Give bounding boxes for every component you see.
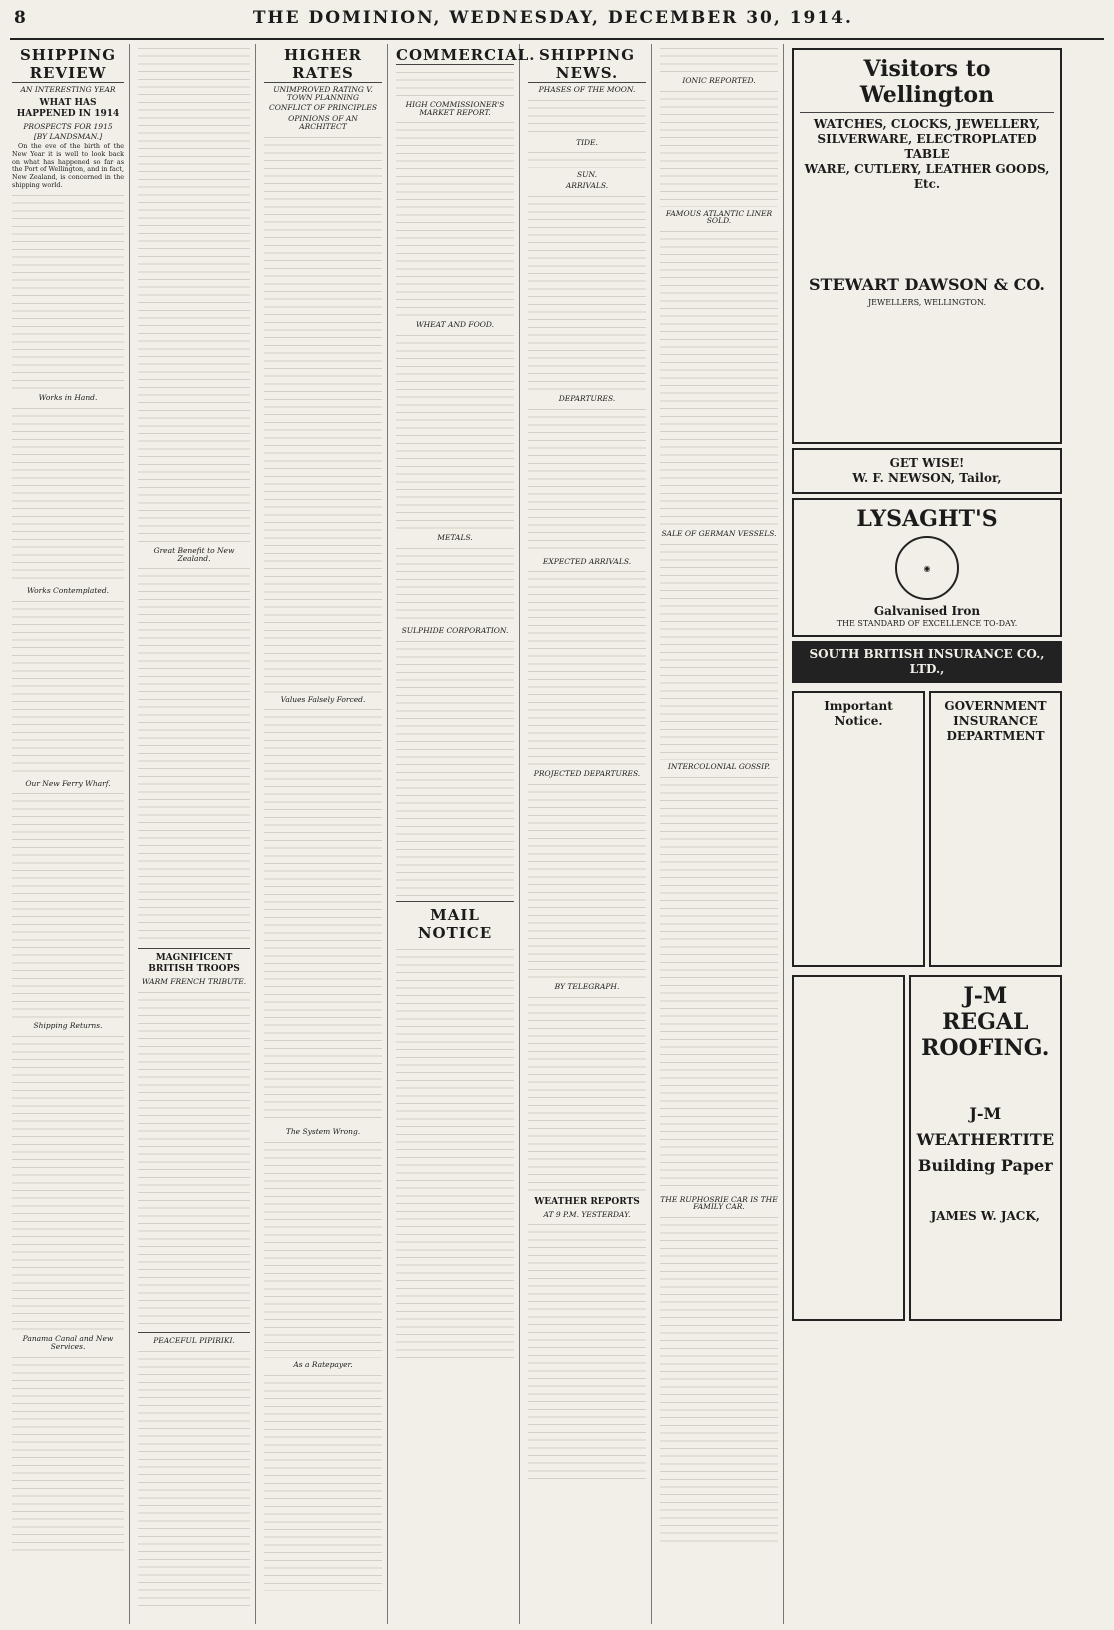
column-6: [658, 44, 784, 1624]
subhead: FAMOUS ATLANTIC LINER SOLD.: [665, 208, 773, 226]
article-body: [660, 540, 778, 760]
subhead: TIDE.: [576, 137, 598, 147]
advertisements: [790, 44, 1067, 1624]
subhead: UNIMPROVED RATING V. TOWN PLANNING: [273, 85, 373, 102]
subhead: IONIC REPORTED.: [682, 76, 756, 85]
column-commercial: [394, 44, 536, 1624]
ad-jm: [909, 975, 1062, 1321]
article-body: [12, 1353, 124, 1553]
subhead: WARM FRENCH TRIBUTE.: [141, 977, 247, 987]
article-body: [12, 191, 124, 391]
article-body: [138, 1347, 250, 1607]
ad-brand: JAMES W. JACK,: [930, 1209, 1040, 1223]
section-heading: Great Benefit to New Zealand.: [153, 546, 235, 563]
ad-brand: STEWART DAWSON & CO.: [809, 275, 1045, 294]
ad-title: GET WISE!: [889, 456, 965, 470]
article-body: [528, 567, 646, 767]
subhead: HIGH COMMISSIONER'S MARKET REPORT.: [405, 100, 505, 117]
section-heading: Works in Hand.: [38, 393, 98, 403]
ad-sub: JEWELLERS, WELLINGTON.: [867, 298, 987, 307]
subhead: SULPHIDE CORPORATION.: [401, 625, 509, 635]
subhead: AT 9 P.M. YESTERDAY.: [543, 1209, 631, 1219]
ad-lysaght: [792, 498, 1062, 637]
section-heading: Values Falsely Forced.: [280, 694, 366, 704]
article-body: [660, 773, 778, 1193]
article-body: [660, 44, 778, 74]
article-body: [528, 993, 646, 1193]
masthead: [10, 6, 1104, 40]
subhead: OPINIONS OF AN ARCHITECT: [288, 114, 358, 131]
article-body: [264, 133, 382, 693]
headline-mail-notice: MAIL NOTICE: [417, 905, 493, 942]
article-body: [138, 44, 250, 544]
article-body: [12, 404, 124, 584]
ad-brand: W. F. NEWSON, Tailor,: [852, 471, 1002, 485]
article-body: [12, 789, 124, 1019]
subhead: DEPARTURES.: [558, 393, 616, 403]
ad-brand: SOUTH BRITISH INSURANCE CO., LTD.,: [809, 647, 1045, 676]
subhead: PROJECTED DEPARTURES.: [533, 769, 641, 779]
subhead: WHAT HAS HAPPENED IN 1914: [16, 97, 120, 119]
subhead: BY TELEGRAPH.: [554, 981, 620, 991]
article-body: [138, 988, 250, 1328]
trademark-seal: ◉: [895, 536, 959, 600]
ad-brand: LYSAGHT'S: [856, 506, 998, 532]
headline-higher-rates: HIGHER RATES: [264, 46, 382, 83]
article-body: [138, 564, 250, 944]
article-body: [12, 597, 124, 777]
ad-title: Galvanised Iron: [873, 604, 981, 618]
subhead: EXPECTED ARRIVALS.: [542, 556, 632, 566]
subhead: SALE OF GERMAN VESSELS.: [661, 529, 777, 539]
article-body: [528, 96, 646, 136]
ad-insurance-co: [792, 641, 1062, 683]
ad-sub: THE STANDARD OF EXCELLENCE TO-DAY.: [836, 619, 1018, 628]
article-body: [528, 192, 646, 392]
article-body: [264, 1371, 382, 1591]
column-2: [136, 44, 256, 1624]
page-number: 8: [14, 8, 26, 28]
ad-title: J-M WEATHERTITE Building Paper: [916, 1104, 1055, 1175]
ad-title: J-M REGAL ROOFING.: [921, 983, 1050, 1061]
article-body: [396, 68, 514, 98]
section-heading: Our New Ferry Wharf.: [25, 778, 111, 788]
subhead: CONFLICT OF PRINCIPLES: [268, 103, 378, 113]
article-body: [264, 1138, 382, 1358]
headline: MAGNIFICENT BRITISH TROOPS: [148, 953, 240, 975]
ad-title: GOVERNMENT INSURANCE DEPARTMENT: [944, 699, 1047, 743]
article-body: [12, 1032, 124, 1332]
article-body: [396, 118, 514, 318]
subhead: INTERCOLONIAL GOSSIP.: [667, 761, 771, 771]
ad-govt-insurance: [929, 691, 1062, 967]
article-body: [660, 1213, 778, 1543]
column-higher-rates: [262, 44, 388, 1624]
headline: THE RUPHOSRIE CAR IS THE FAMILY CAR.: [660, 1194, 778, 1212]
subhead: PHASES OF THE MOON.: [538, 85, 636, 94]
subhead: PROSPECTS FOR 1915: [23, 121, 113, 131]
ad-newson: [792, 448, 1062, 494]
ad-kalamazoo: [792, 975, 905, 1321]
subhead: WHEAT AND FOOD.: [415, 320, 495, 330]
subhead: AN INTERESTING YEAR: [20, 85, 116, 94]
column-shipping-review: [10, 44, 130, 1624]
ad-title: Visitors to Wellington: [859, 56, 995, 108]
headline-weather: WEATHER REPORTS: [534, 1196, 640, 1207]
headline-commercial: COMMERCIAL.: [396, 46, 536, 64]
ad-important-notice: [792, 691, 925, 967]
ad-line: WARE, CUTLERY, LEATHER GOODS, Etc.: [804, 162, 1050, 191]
article-body: [528, 405, 646, 555]
section-heading: The System Wrong.: [285, 1127, 361, 1137]
ad-title: Important Notice.: [824, 699, 893, 728]
article-body: [528, 1220, 646, 1480]
article-body: [396, 945, 514, 1365]
subhead: SUN.: [577, 170, 597, 180]
column-shipping-news: [526, 44, 652, 1624]
article-body: [660, 87, 778, 207]
ad-line: WATCHES, CLOCKS, JEWELLERY,: [813, 117, 1041, 131]
article-body: [528, 780, 646, 980]
article-body: [396, 544, 514, 624]
section-heading: As a Ratepayer.: [293, 1359, 353, 1369]
section-heading: Works Contemplated.: [26, 586, 110, 596]
headline-shipping-review: SHIPPING REVIEW: [12, 46, 124, 83]
ad-visitors: [792, 48, 1062, 444]
article-text: On the eve of the birth of the New Year it is well to look back on what has happened so far as the Port of Wellington, and in fact, New Zealand, is concerned in the shipping world.: [12, 142, 124, 189]
subhead: METALS.: [437, 533, 473, 543]
headline-shipping-news: SHIPPING NEWS.: [528, 46, 646, 83]
section-heading: Panama Canal and New Services.: [22, 1334, 114, 1351]
article-body: [528, 148, 646, 168]
article-body: [396, 331, 514, 531]
article-body: [396, 637, 514, 897]
headline: PEACEFUL PIPIRIKI.: [153, 1336, 235, 1346]
paper-title: THE DOMINION, WEDNESDAY, DECEMBER 30, 1914.: [252, 8, 853, 28]
byline: [BY LANDSMAN.]: [33, 132, 103, 142]
section-heading: Shipping Returns.: [33, 1021, 103, 1031]
subhead: ARRIVALS.: [565, 181, 609, 191]
ad-line: SILVERWARE, ELECTROPLATED TABLE: [817, 132, 1037, 161]
article-body: [660, 227, 778, 527]
article-body: [264, 705, 382, 1125]
